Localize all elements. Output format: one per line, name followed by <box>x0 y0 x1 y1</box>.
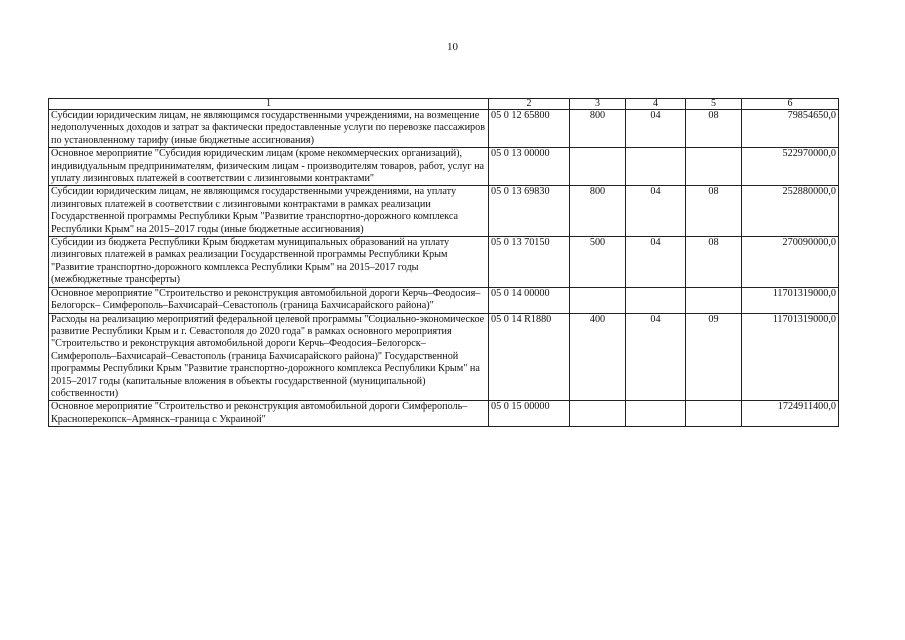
column-header: 3 <box>570 99 626 110</box>
row-expense-type: 500 <box>570 237 626 288</box>
table-row <box>49 313 839 401</box>
row-description: Основное мероприятие "Строительство и реконструкция автомобильной дороги Керчь–Феодосия–Белогорск– Симферополь–Бахчисарай–Севастополь (граница Бахчисарайского района)" <box>49 287 489 313</box>
row-subsection: 08 <box>686 186 742 237</box>
row-expense-type <box>570 287 626 313</box>
row-code: 05 0 14 R1880 <box>489 313 570 401</box>
table-row <box>49 110 839 148</box>
budget-table <box>48 98 839 427</box>
row-expense-type: 800 <box>570 186 626 237</box>
row-subsection <box>686 148 742 186</box>
table-row <box>49 148 839 186</box>
row-expense-type: 800 <box>570 110 626 148</box>
row-section <box>626 401 686 427</box>
row-amount: 1724911400,0 <box>742 401 839 427</box>
row-description: Расходы на реализацию мероприятий федеральной целевой программы "Социально-экономическое развитие Республики Крым и г. Севастополя до 2020 года" в рамках основного мероприятия "Строительство и реконструкция автомобильной дороги Керчь–Феодосия–Белогорск–Симферополь–Бахчисарай–Севастополь (граница Бахчисарайского района)" Государственной программы Республики Крым "Развитие транспортно-дорожного комплекса Республики Крым" на 2015–2017 годы (капитальные вложения в объекты государственной (муниципальной) собственности) <box>49 313 489 401</box>
row-amount: 522970000,0 <box>742 148 839 186</box>
row-code: 05 0 14 00000 <box>489 287 570 313</box>
row-subsection: 08 <box>686 237 742 288</box>
row-code: 05 0 13 70150 <box>489 237 570 288</box>
row-section <box>626 287 686 313</box>
column-header: 4 <box>626 99 686 110</box>
row-code: 05 0 15 00000 <box>489 401 570 427</box>
column-header: 1 <box>49 99 489 110</box>
table-header-row <box>49 99 839 110</box>
row-section: 04 <box>626 237 686 288</box>
row-code: 05 0 13 69830 <box>489 186 570 237</box>
row-section: 04 <box>626 110 686 148</box>
row-subsection <box>686 287 742 313</box>
column-header: 2 <box>489 99 570 110</box>
row-description: Субсидии юридическим лицам, не являющимся государственными учреждениями, на уплату лизинговых платежей в соответствии с лизинговыми контрактами в рамках реализации Государственной программы Республики Крым "Развитие транспортно-дорожного комплекса Республики Крым" на 2015–2017 годы (иные бюджетные ассигнования) <box>49 186 489 237</box>
row-amount: 11701319000,0 <box>742 287 839 313</box>
row-expense-type: 400 <box>570 313 626 401</box>
row-amount: 79854650,0 <box>742 110 839 148</box>
row-amount: 11701319000,0 <box>742 313 839 401</box>
row-subsection <box>686 401 742 427</box>
row-expense-type <box>570 148 626 186</box>
table-row <box>49 237 839 288</box>
row-section: 04 <box>626 313 686 401</box>
row-subsection: 08 <box>686 110 742 148</box>
row-description: Субсидии из бюджета Республики Крым бюджетам муниципальных образований на уплату лизинговых платежей в рамках реализации Государственной программы Республики Крым "Развитие транспортно-дорожного комплекса Республики Крым" на 2015–2017 годы (межбюджетные трансферты) <box>49 237 489 288</box>
table-row <box>49 186 839 237</box>
column-header: 5 <box>686 99 742 110</box>
row-code: 05 0 13 00000 <box>489 148 570 186</box>
table-row <box>49 287 839 313</box>
row-expense-type <box>570 401 626 427</box>
row-amount: 252880000,0 <box>742 186 839 237</box>
row-subsection: 09 <box>686 313 742 401</box>
row-description: Основное мероприятие "Строительство и реконструкция автомобильной дороги Симферополь–Красноперекопск–Армянск–граница с Украиной" <box>49 401 489 427</box>
row-description: Субсидии юридическим лицам, не являющимся государственными учреждениями, на возмещение недополученных доходов и затрат за фактически предоставленные услуги по перевозке пассажиров по установленному тарифу (иные бюджетные ассигнования) <box>49 110 489 148</box>
page-number: 10 <box>447 41 458 53</box>
row-code: 05 0 12 65800 <box>489 110 570 148</box>
row-section: 04 <box>626 186 686 237</box>
row-description: Основное мероприятие "Субсидия юридическим лицам (кроме некоммерческих организаций), индивидуальным предпринимателям, физическим лицам - производителям товаров, работ, услуг на уплату лизинговых платежей в соответствии с лизинговыми контрактами" <box>49 148 489 186</box>
row-amount: 270090000,0 <box>742 237 839 288</box>
row-section <box>626 148 686 186</box>
table-row <box>49 401 839 427</box>
column-header: 6 <box>742 99 839 110</box>
